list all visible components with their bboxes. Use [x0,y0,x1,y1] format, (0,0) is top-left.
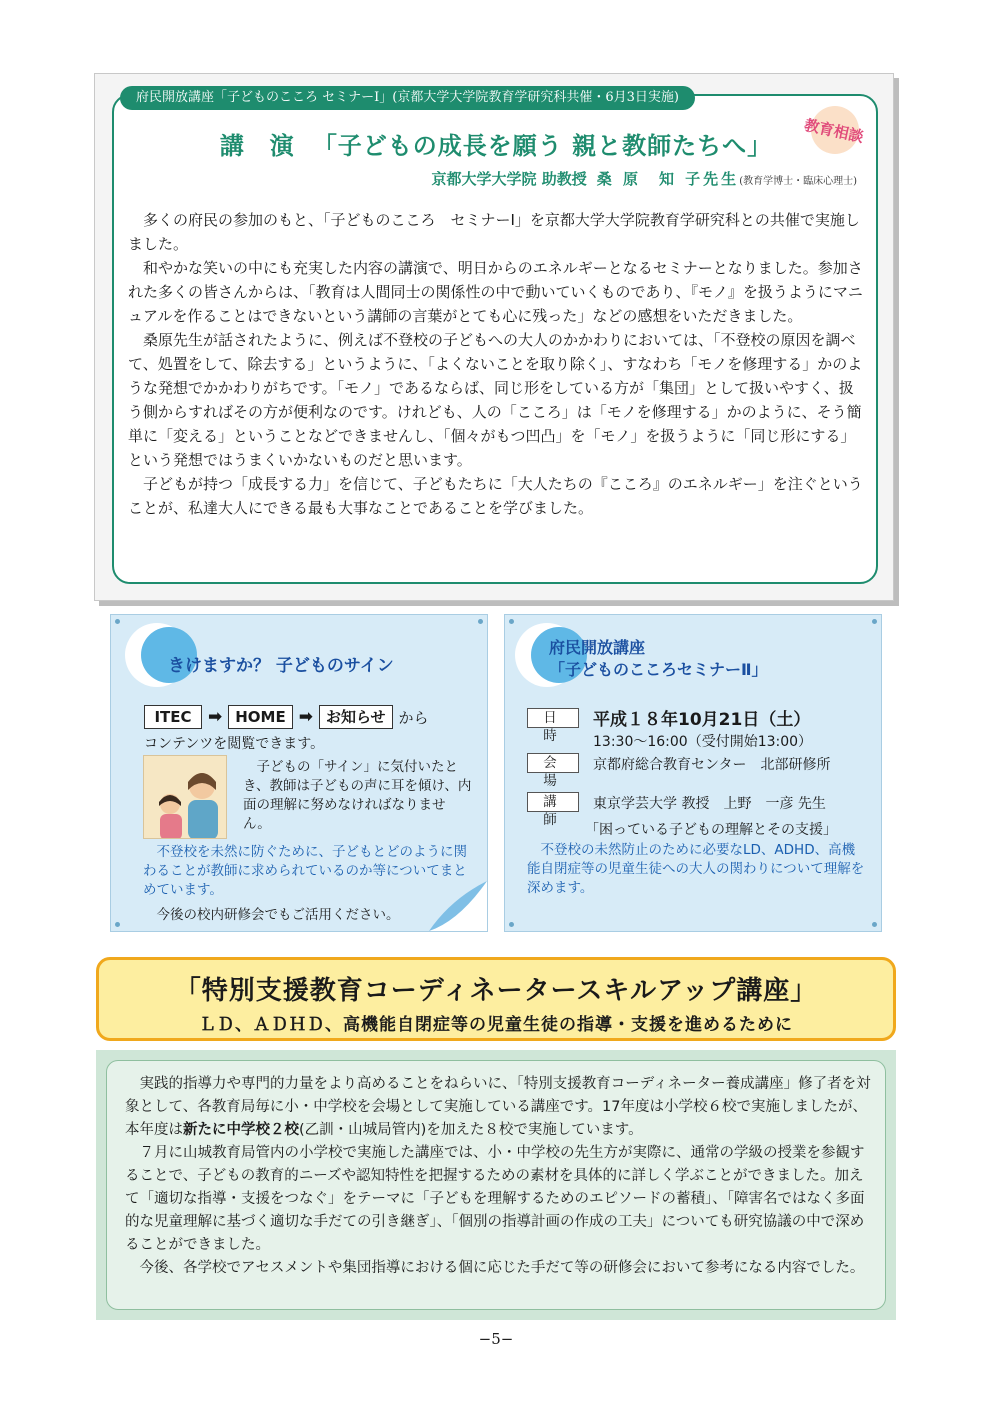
nav-home-button[interactable]: HOME [228,705,292,729]
skillup-paragraph: 実践的指導力や専門的力量をより高めることをねらいに、「特別支援教育コーディネーター養成講座」修了者を対象として、各教育局毎に小・中学校を会場として実施している講座です。17年度は小学校６校で実施しましたが、本年度は新たに中学校２校(乙訓・山城局管内)を加えた８校で実施しています。 [125,1076,871,1138]
skillup-panel [96,1050,896,1320]
seminar-card-title: 府民開放講座 「子どものこころセミナーⅡ」 [549,638,768,679]
arrow-right-icon: ➡ [208,707,223,727]
skillup-subtitle: ＬＤ、ＡＤＨＤ、高機能自閉症等の児童生徒の指導・支援を進めるために [199,1015,793,1035]
seminar-topic: 「困っている子どもの理解とその支援」 [585,822,837,838]
nav-itec-button[interactable]: ITEC [144,705,202,729]
sign-card-closing: 今後の校内研修会でもご活用ください。 [156,907,400,923]
lecture-paragraph: 多くの府民の参加のもと、「子どものこころ セミナーⅠ」を京都大学大学院教育学研究科との共催で実施しました。 [128,211,860,253]
sign-card-text: 子どもの「サイン」に気付いたとき、教師は子どもの声に耳を傾け、内面の理解に努めなければなりません。 [243,759,472,832]
seminar-card [504,614,882,932]
parent-child-illustration [143,755,227,839]
speaker-affiliation: 京都大学大学院 助教授 [431,170,587,188]
seminar-lecturer: 東京学芸大学 教授 上野 一彦 先生 [593,796,826,812]
skillup-title: 「特別支援教育コーディネータースキルアップ講座」 [174,976,818,1006]
venue-label: 会 場 [527,753,579,773]
speaker-line [432,168,858,189]
page-curl-icon [429,881,487,931]
skillup-title-box [96,957,896,1041]
sign-card-summary: 不登校を未然に防ぐために、子どもとどのように関わることが教師に求められているのか等についてまとめています。 [143,844,467,898]
nav-suffix: から [398,708,429,727]
sign-card [110,614,488,932]
seminar-time: 13:30～16:00（受付開始13:00） [593,734,813,750]
seminar-card-summary: 不登校の未然防止のために必要なLD、ADHD、高機能自閉症等の児童生徒への大人の関わりについて理解を深めます。 [527,842,865,896]
speaker-credentials: (教育学博士・臨床心理士) [739,176,857,187]
arrow-right-icon: ➡ [298,707,313,727]
nav-note: コンテンツを閲覧できます。 [144,736,325,752]
lecture-title: 講 演 「子どもの成長を願う 親と教師たちへ」 [219,132,773,160]
lecturer-label: 講 師 [527,792,579,812]
speaker-name: 桑 原 知 子先生 [596,170,740,188]
consultation-badge: 教育相談 [803,106,865,158]
sign-card-title: きけますか？ 子どものサイン [168,656,394,676]
nav-news-button[interactable]: お知らせ [319,705,393,729]
page-number: −5− [478,1330,514,1348]
lecture-paragraph: 子どもが持つ「成長する力」を信じて、子どもたちに「大人たちの『こころ』のエネルギー」を注ぐということが、私達大人にできる最も大事なことであることを学びました。 [128,475,863,517]
nav-path [144,705,429,729]
lecture-banner: 府民開放講座「子どものこころ セミナーⅠ」(京都大学大学院教育学研究科共催・6月3日実施) [120,86,695,110]
skillup-paragraph: ７月に山城教育局管内の小学校で実施した講座では、小・中学校の先生方が実際に、通常の学級の授業を参観することで、子どもの教育的ニーズや認知特性を把握するための素材を具体的に詳しく学ぶことができました。加えて「適切な指導・支援をつなぐ」をテーマに「子どもを理解するためのエピソードの蓄積」、「障害名ではなく多面的な児童理解に基づく適切な手だての引き継ぎ」、「個別の指導計画の作成の工夫」についても研究協議の中で深めることができました。 [125,1145,865,1253]
lecture-paragraph: 桑原先生が話されたように、例えば不登校の子どもへの大人のかかわりにおいては、「不登校の原因を調べて、処置をして、除去する」というように、「よくないことを取り除く」、すなわち「モノを修理する」かのような発想でかかわりがちです。「モノ」であるならば、同じ形をしている方が「集団」として扱いやすく、扱う側からすればその方が便利なのです。けれども、人の「こころ」は「モノを修理する」かのように、そう簡単に「変える」ということなどできませんし、「個々がもつ凹凸」を「モノ」を扱うように「同じ形にする」という発想ではうまくいかないものだと思います。 [128,331,863,469]
seminar-date: 平成１８年10月21日（土） [593,710,811,730]
lecture-paragraph: 和やかな笑いの中にも充実した内容の講演で、明日からのエネルギーとなるセミナーとなりました。参加された多くの皆さんからは、「教育は人間同士の関係性の中で動いていくものであり、『モノ』を扱うようにマニュアルを作ることはできないという講師の言葉がとても心に残った」などの感想をいただきました。 [128,259,863,325]
lecture-body [128,208,864,520]
seminar-venue: 京都府総合教育センター 北部研修所 [593,757,831,773]
skillup-paragraph: 今後、各学校でアセスメントや集団指導における個に応じた手だて等の研修会において参考になる内容でした。 [139,1260,865,1276]
skillup-body [125,1073,875,1280]
date-label: 日 時 [527,708,579,728]
